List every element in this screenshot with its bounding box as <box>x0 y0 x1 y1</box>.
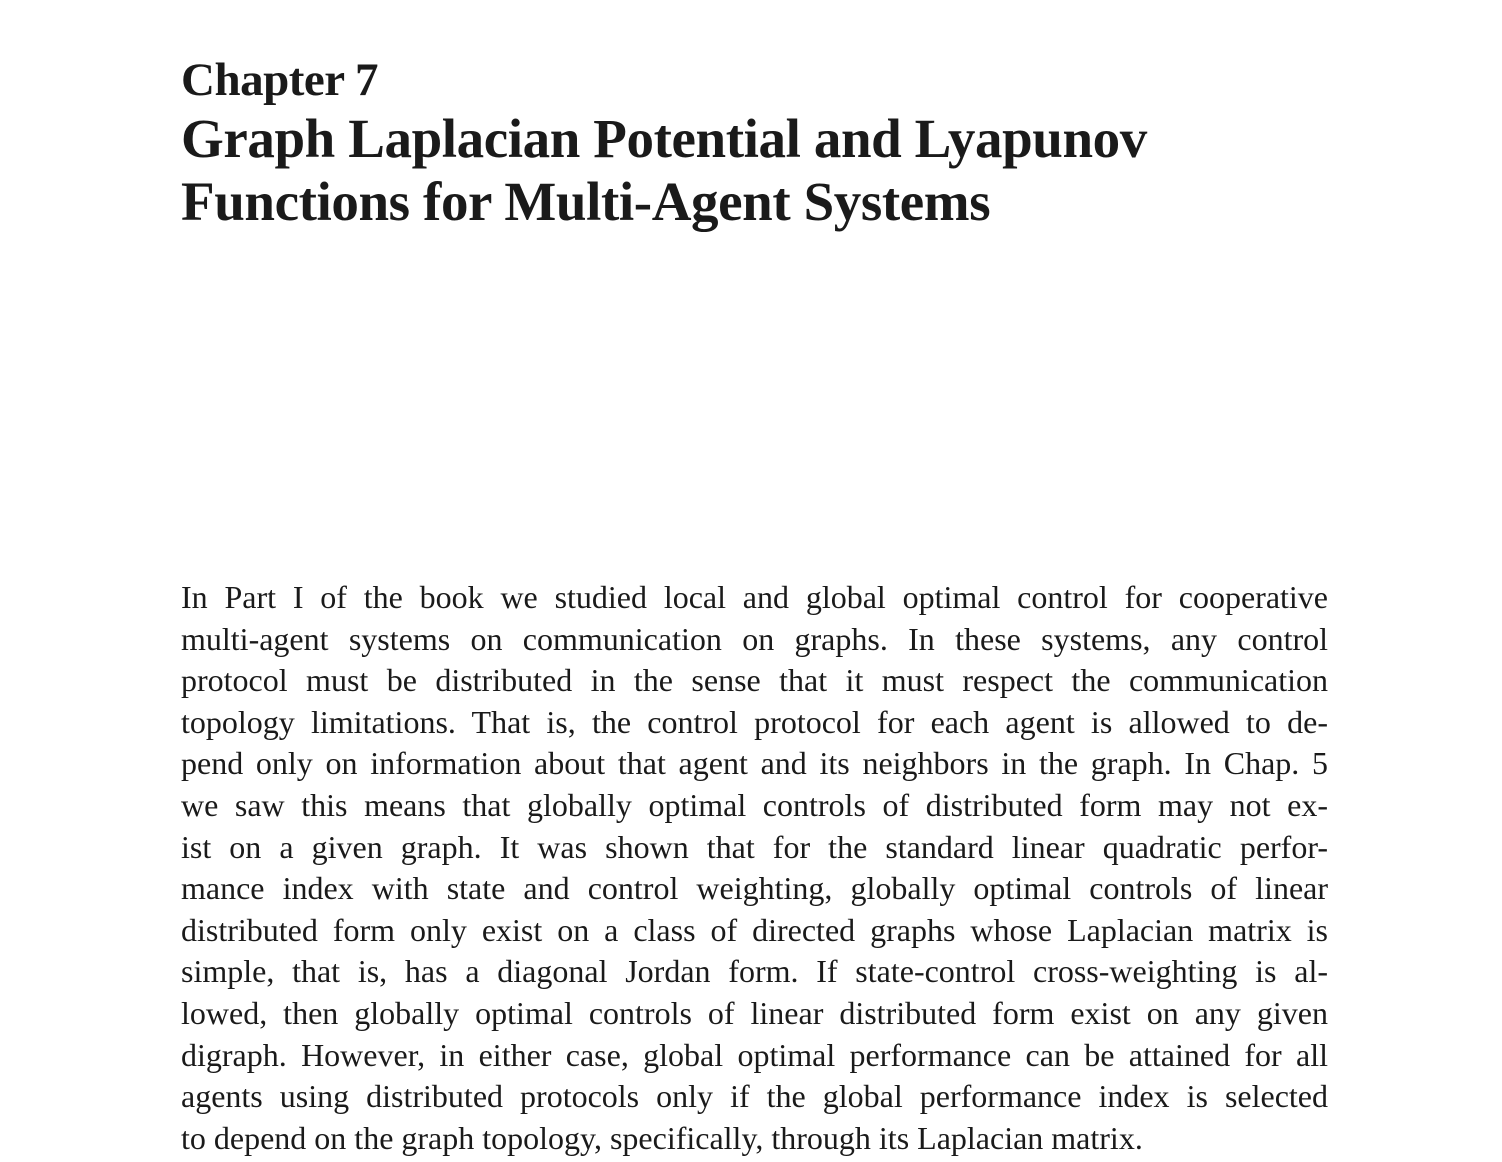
paragraph-line: multi-agent systems on communication on graphs. In these systems, any control <box>181 620 1328 657</box>
intro-paragraph <box>181 577 1328 1159</box>
paragraph-line: lowed, then globally optimal controls of linear distributed form exist on any given <box>181 994 1328 1031</box>
paragraph-line: simple, that is, has a diagonal Jordan form. If state-control cross-weighting is al- <box>181 953 1328 990</box>
chapter-number: Chapter 7 <box>181 54 378 106</box>
paragraph-line: distributed form only exist on a class of directed graphs whose Laplacian matrix is <box>181 911 1328 948</box>
paragraph-line: topology limitations. That is, the control protocol for each agent is allowed to de- <box>181 703 1328 740</box>
chapter-title-line: Graph Laplacian Potential and Lyapunov <box>181 108 1147 169</box>
paragraph-line: ist on a given graph. It was shown that for the standard linear quadratic perfor- <box>181 828 1328 865</box>
paragraph-line: protocol must be distributed in the sense that it must respect the communication <box>181 662 1328 699</box>
paragraph-line: digraph. However, in either case, global optimal performance can be attained for all <box>181 1036 1328 1073</box>
paragraph-line: mance index with state and control weighting, globally optimal controls of linear <box>181 870 1328 907</box>
paragraph-line: to depend on the graph topology, specifically, through its Laplacian matrix. <box>181 1119 1143 1156</box>
paragraph-line: pend only on information about that agent and its neighbors in the graph. In Chap. 5 <box>181 745 1328 782</box>
paragraph-line: agents using distributed protocols only if the global performance index is selected <box>181 1078 1328 1115</box>
chapter-title <box>181 107 1281 233</box>
paragraph-line: we saw this means that globally optimal controls of distributed form may not ex- <box>181 786 1328 823</box>
paragraph-line: In Part I of the book we studied local and global optimal control for cooperative <box>181 579 1328 615</box>
chapter-title-line: Functions for Multi-Agent Systems <box>181 171 991 232</box>
